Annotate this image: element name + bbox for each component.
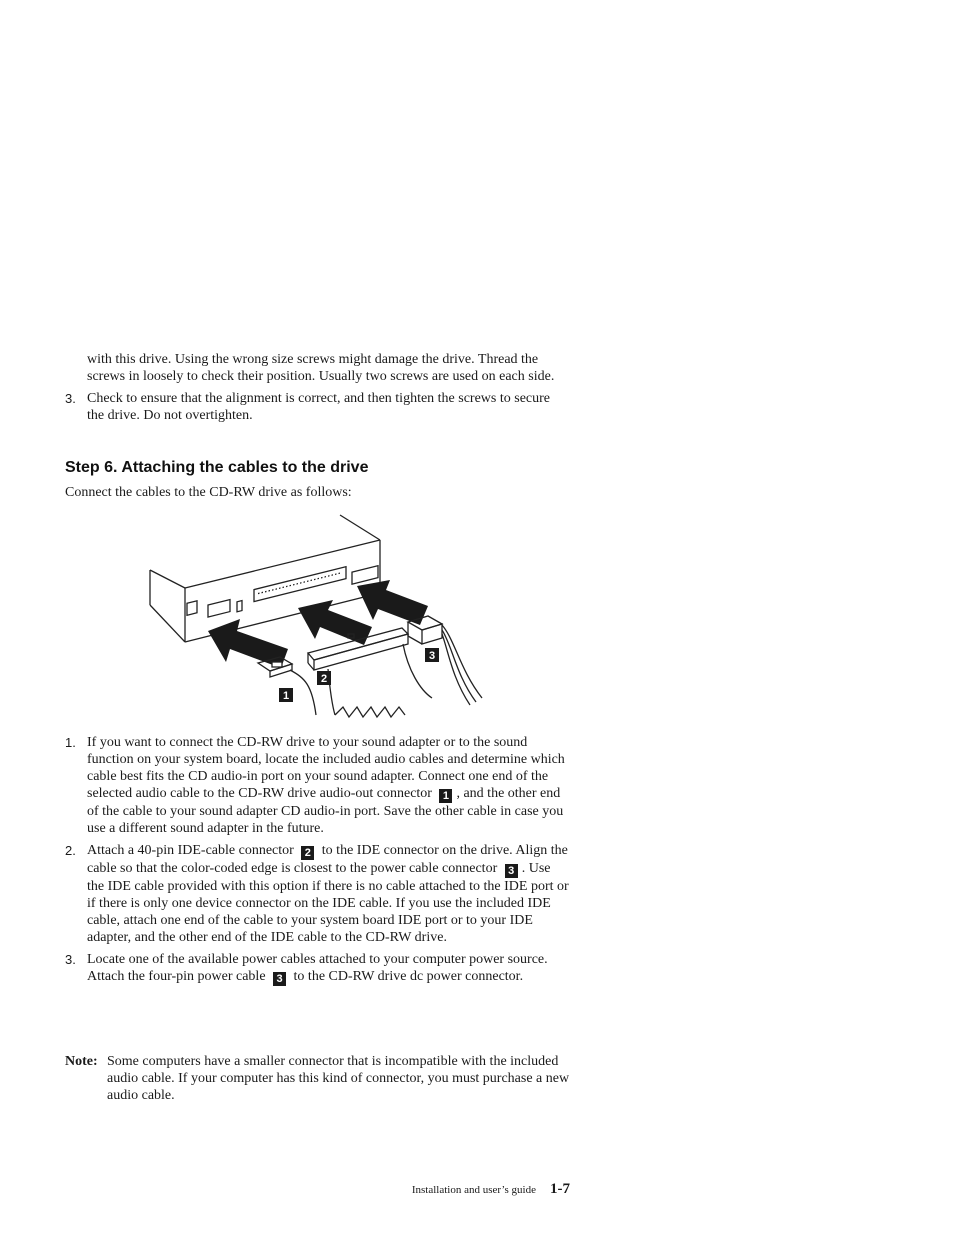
steps-list <box>65 734 570 986</box>
figure-callout-3 <box>425 648 439 662</box>
list-item-3 <box>65 951 570 986</box>
audio-cable-illustration <box>258 657 316 715</box>
list-text: Locate one of the available power cables attached to your computer power source. Attach the four-pin power cable <box>87 952 548 984</box>
figure-callout-1 <box>279 688 293 702</box>
svg-text:1: 1 <box>282 690 290 702</box>
section-heading: Step 6. Attaching the cables to the drive <box>65 459 369 476</box>
list-number: 3. <box>65 391 76 406</box>
power-cable-illustration <box>408 616 482 705</box>
intro-continuation: with this drive. Using the wrong size screws might damage the drive. Thread the screws in loosely to check their position. Usually two screws are used on each side. <box>87 352 555 384</box>
list-text: , and the other end of the cable to your sound adapter CD audio-in port. Save the other cable in case you use a different sound adapter in the future. <box>87 786 564 836</box>
inline-callout-3: 3 <box>273 972 286 986</box>
list-item-1 <box>65 734 570 837</box>
list-text: to the CD-RW drive dc power connector. <box>293 969 524 984</box>
lead-text: Connect the cables to the CD-RW drive as follows: <box>65 485 352 500</box>
inline-callout-1: 1 <box>439 789 452 803</box>
figure-callout-2 <box>317 671 331 685</box>
page-number: 1-7 <box>550 1181 570 1197</box>
page-footer <box>388 1181 570 1199</box>
cable-connection-figure <box>140 510 500 725</box>
list-number: 1. <box>65 735 76 750</box>
note-block <box>65 1053 570 1104</box>
note-label: Note: <box>65 1054 98 1069</box>
list-text: to the IDE connector on the drive. Align the cable so that the color-coded edge is closest to the power cable connector <box>87 843 568 876</box>
note-text: Some computers have a smaller connector that is incompatible with the included audio cable. If your computer has this kind of connector, you must purchase a new audio cable. <box>107 1054 570 1103</box>
list-text: If you want to connect the CD-RW drive to your sound adapter or to the sound function on your system board, locate the included audio cables and determine which cable best fits the CD audio-in port on your sound adapter. Connect one end of the selected audio cable to the CD-RW drive audio-out connector <box>87 735 565 801</box>
svg-text:2: 2 <box>320 673 328 685</box>
list-text: Attach a 40-pin IDE-cable connector <box>87 843 294 858</box>
list-text: Check to ensure that the alignment is correct, and then tighten the screws to secure the drive. Do not overtighten. <box>87 391 551 423</box>
footer-title: Installation and user’s guide <box>411 1184 536 1196</box>
connection-arrows <box>208 580 428 668</box>
list-item-3-intro <box>65 390 570 424</box>
list-number: 2. <box>65 843 76 858</box>
list-number: 3. <box>65 952 76 967</box>
inline-callout-2: 2 <box>301 846 314 860</box>
list-item-2 <box>65 842 570 946</box>
svg-text:3: 3 <box>428 650 436 662</box>
list-text: . Use the IDE cable provided with this option if there is no cable attached to the IDE port or if there is only one device connector on the IDE cable. If you use the included IDE cable, attach one end of the cable to your system board IDE port or to your IDE adapter, and the other end of the IDE cable to the CD-RW drive. <box>87 861 569 945</box>
intro-section <box>65 351 570 424</box>
inline-callout-3: 3 <box>505 864 518 878</box>
